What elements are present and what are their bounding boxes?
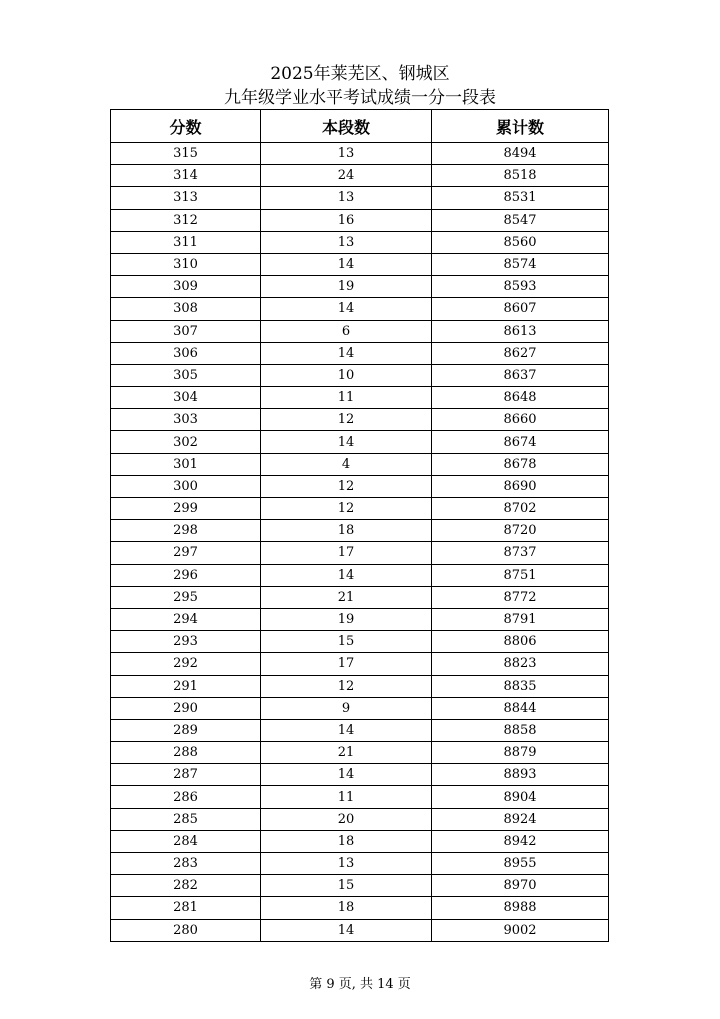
segment-count-cell: 13 [261,143,432,165]
segment-count-cell: 17 [261,653,432,675]
document-title [0,62,720,110]
segment-count-cell: 15 [261,631,432,653]
segment-count-cell: 18 [261,897,432,919]
segment-count-cell: 14 [261,253,432,275]
cumulative-count-cell: 8893 [432,764,609,786]
cumulative-count-cell: 8593 [432,276,609,298]
score-cell: 295 [111,586,261,608]
segment-count-cell: 14 [261,564,432,586]
score-cell: 309 [111,276,261,298]
table-row [111,231,609,253]
segment-count-cell: 13 [261,853,432,875]
score-cell: 287 [111,764,261,786]
table-row [111,853,609,875]
cumulative-count-cell: 8879 [432,742,609,764]
segment-count-cell: 17 [261,542,432,564]
cumulative-count-cell: 8560 [432,231,609,253]
score-cell: 300 [111,475,261,497]
table-row [111,475,609,497]
segment-count-cell: 12 [261,409,432,431]
table-row [111,586,609,608]
cumulative-count-cell: 8988 [432,897,609,919]
cumulative-count-cell: 8904 [432,786,609,808]
score-cell: 303 [111,409,261,431]
segment-count-cell: 21 [261,742,432,764]
cumulative-count-cell: 8970 [432,875,609,897]
table-row [111,520,609,542]
segment-count-cell: 20 [261,808,432,830]
table-row [111,165,609,187]
cumulative-count-cell: 8772 [432,586,609,608]
cumulative-count-cell: 8574 [432,253,609,275]
score-cell: 315 [111,143,261,165]
column-header-score: 分数 [111,110,261,143]
segment-count-cell: 16 [261,209,432,231]
score-cell: 304 [111,387,261,409]
segment-count-cell: 12 [261,475,432,497]
table-row [111,387,609,409]
title-line-2: 九年级学业水平考试成绩一分一段表 [224,88,496,108]
score-cell: 297 [111,542,261,564]
score-cell: 305 [111,364,261,386]
table-row [111,564,609,586]
table-row [111,631,609,653]
score-cell: 313 [111,187,261,209]
column-header-cumulative: 累计数 [432,110,609,143]
cumulative-count-cell: 8835 [432,675,609,697]
table-row [111,697,609,719]
score-cell: 301 [111,453,261,475]
table-row [111,608,609,630]
table-row [111,719,609,741]
table-row [111,253,609,275]
score-cell: 290 [111,697,261,719]
table-row [111,298,609,320]
segment-count-cell: 24 [261,165,432,187]
score-cell: 291 [111,675,261,697]
score-distribution-table [110,109,609,942]
segment-count-cell: 13 [261,187,432,209]
score-cell: 306 [111,342,261,364]
score-cell: 294 [111,608,261,630]
table-row [111,919,609,941]
cumulative-count-cell: 8942 [432,830,609,852]
score-cell: 288 [111,742,261,764]
score-cell: 302 [111,431,261,453]
score-cell: 314 [111,165,261,187]
table-row [111,675,609,697]
segment-count-cell: 14 [261,919,432,941]
table-row [111,875,609,897]
cumulative-count-cell: 8955 [432,853,609,875]
segment-count-cell: 19 [261,276,432,298]
segment-count-cell: 12 [261,675,432,697]
cumulative-count-cell: 8494 [432,143,609,165]
segment-count-cell: 19 [261,608,432,630]
cumulative-count-cell: 8613 [432,320,609,342]
table-row [111,209,609,231]
cumulative-count-cell: 8627 [432,342,609,364]
score-cell: 289 [111,719,261,741]
table-row [111,542,609,564]
segment-count-cell: 14 [261,298,432,320]
cumulative-count-cell: 8547 [432,209,609,231]
table-row [111,453,609,475]
table-row [111,897,609,919]
table-row [111,764,609,786]
title-line-1: 2025年莱芜区、钢城区 [270,64,450,84]
cumulative-count-cell: 8791 [432,608,609,630]
cumulative-count-cell: 8531 [432,187,609,209]
cumulative-count-cell: 8823 [432,653,609,675]
score-cell: 296 [111,564,261,586]
score-cell: 299 [111,498,261,520]
segment-count-cell: 14 [261,719,432,741]
score-cell: 286 [111,786,261,808]
table-row [111,320,609,342]
score-cell: 280 [111,919,261,941]
table-row [111,409,609,431]
column-header-count: 本段数 [261,110,432,143]
score-cell: 307 [111,320,261,342]
cumulative-count-cell: 8737 [432,542,609,564]
table-row [111,143,609,165]
segment-count-cell: 12 [261,498,432,520]
cumulative-count-cell: 8678 [432,453,609,475]
score-cell: 285 [111,808,261,830]
cumulative-count-cell: 9002 [432,919,609,941]
table-row [111,431,609,453]
segment-count-cell: 18 [261,520,432,542]
score-cell: 312 [111,209,261,231]
score-cell: 283 [111,853,261,875]
score-cell: 282 [111,875,261,897]
cumulative-count-cell: 8607 [432,298,609,320]
segment-count-cell: 6 [261,320,432,342]
segment-count-cell: 14 [261,431,432,453]
table-row [111,276,609,298]
score-cell: 310 [111,253,261,275]
segment-count-cell: 11 [261,786,432,808]
segment-count-cell: 18 [261,830,432,852]
table-row [111,653,609,675]
table-row [111,808,609,830]
segment-count-cell: 21 [261,586,432,608]
table-row [111,364,609,386]
table-body [111,143,609,942]
cumulative-count-cell: 8806 [432,631,609,653]
segment-count-cell: 11 [261,387,432,409]
cumulative-count-cell: 8674 [432,431,609,453]
cumulative-count-cell: 8924 [432,808,609,830]
cumulative-count-cell: 8720 [432,520,609,542]
segment-count-cell: 14 [261,342,432,364]
segment-count-cell: 13 [261,231,432,253]
table-row [111,830,609,852]
score-cell: 308 [111,298,261,320]
score-cell: 292 [111,653,261,675]
table-row [111,187,609,209]
segment-count-cell: 9 [261,697,432,719]
cumulative-count-cell: 8844 [432,697,609,719]
table-row [111,342,609,364]
cumulative-count-cell: 8518 [432,165,609,187]
page-footer: 第 9 页, 共 14 页 [309,977,411,992]
segment-count-cell: 10 [261,364,432,386]
cumulative-count-cell: 8858 [432,719,609,741]
table-row [111,742,609,764]
cumulative-count-cell: 8648 [432,387,609,409]
segment-count-cell: 4 [261,453,432,475]
table-row [111,498,609,520]
cumulative-count-cell: 8702 [432,498,609,520]
score-cell: 311 [111,231,261,253]
score-cell: 281 [111,897,261,919]
table-row [111,786,609,808]
cumulative-count-cell: 8637 [432,364,609,386]
score-cell: 298 [111,520,261,542]
score-cell: 293 [111,631,261,653]
cumulative-count-cell: 8751 [432,564,609,586]
segment-count-cell: 15 [261,875,432,897]
cumulative-count-cell: 8660 [432,409,609,431]
cumulative-count-cell: 8690 [432,475,609,497]
score-cell: 284 [111,830,261,852]
table-header-row [111,110,609,143]
segment-count-cell: 14 [261,764,432,786]
